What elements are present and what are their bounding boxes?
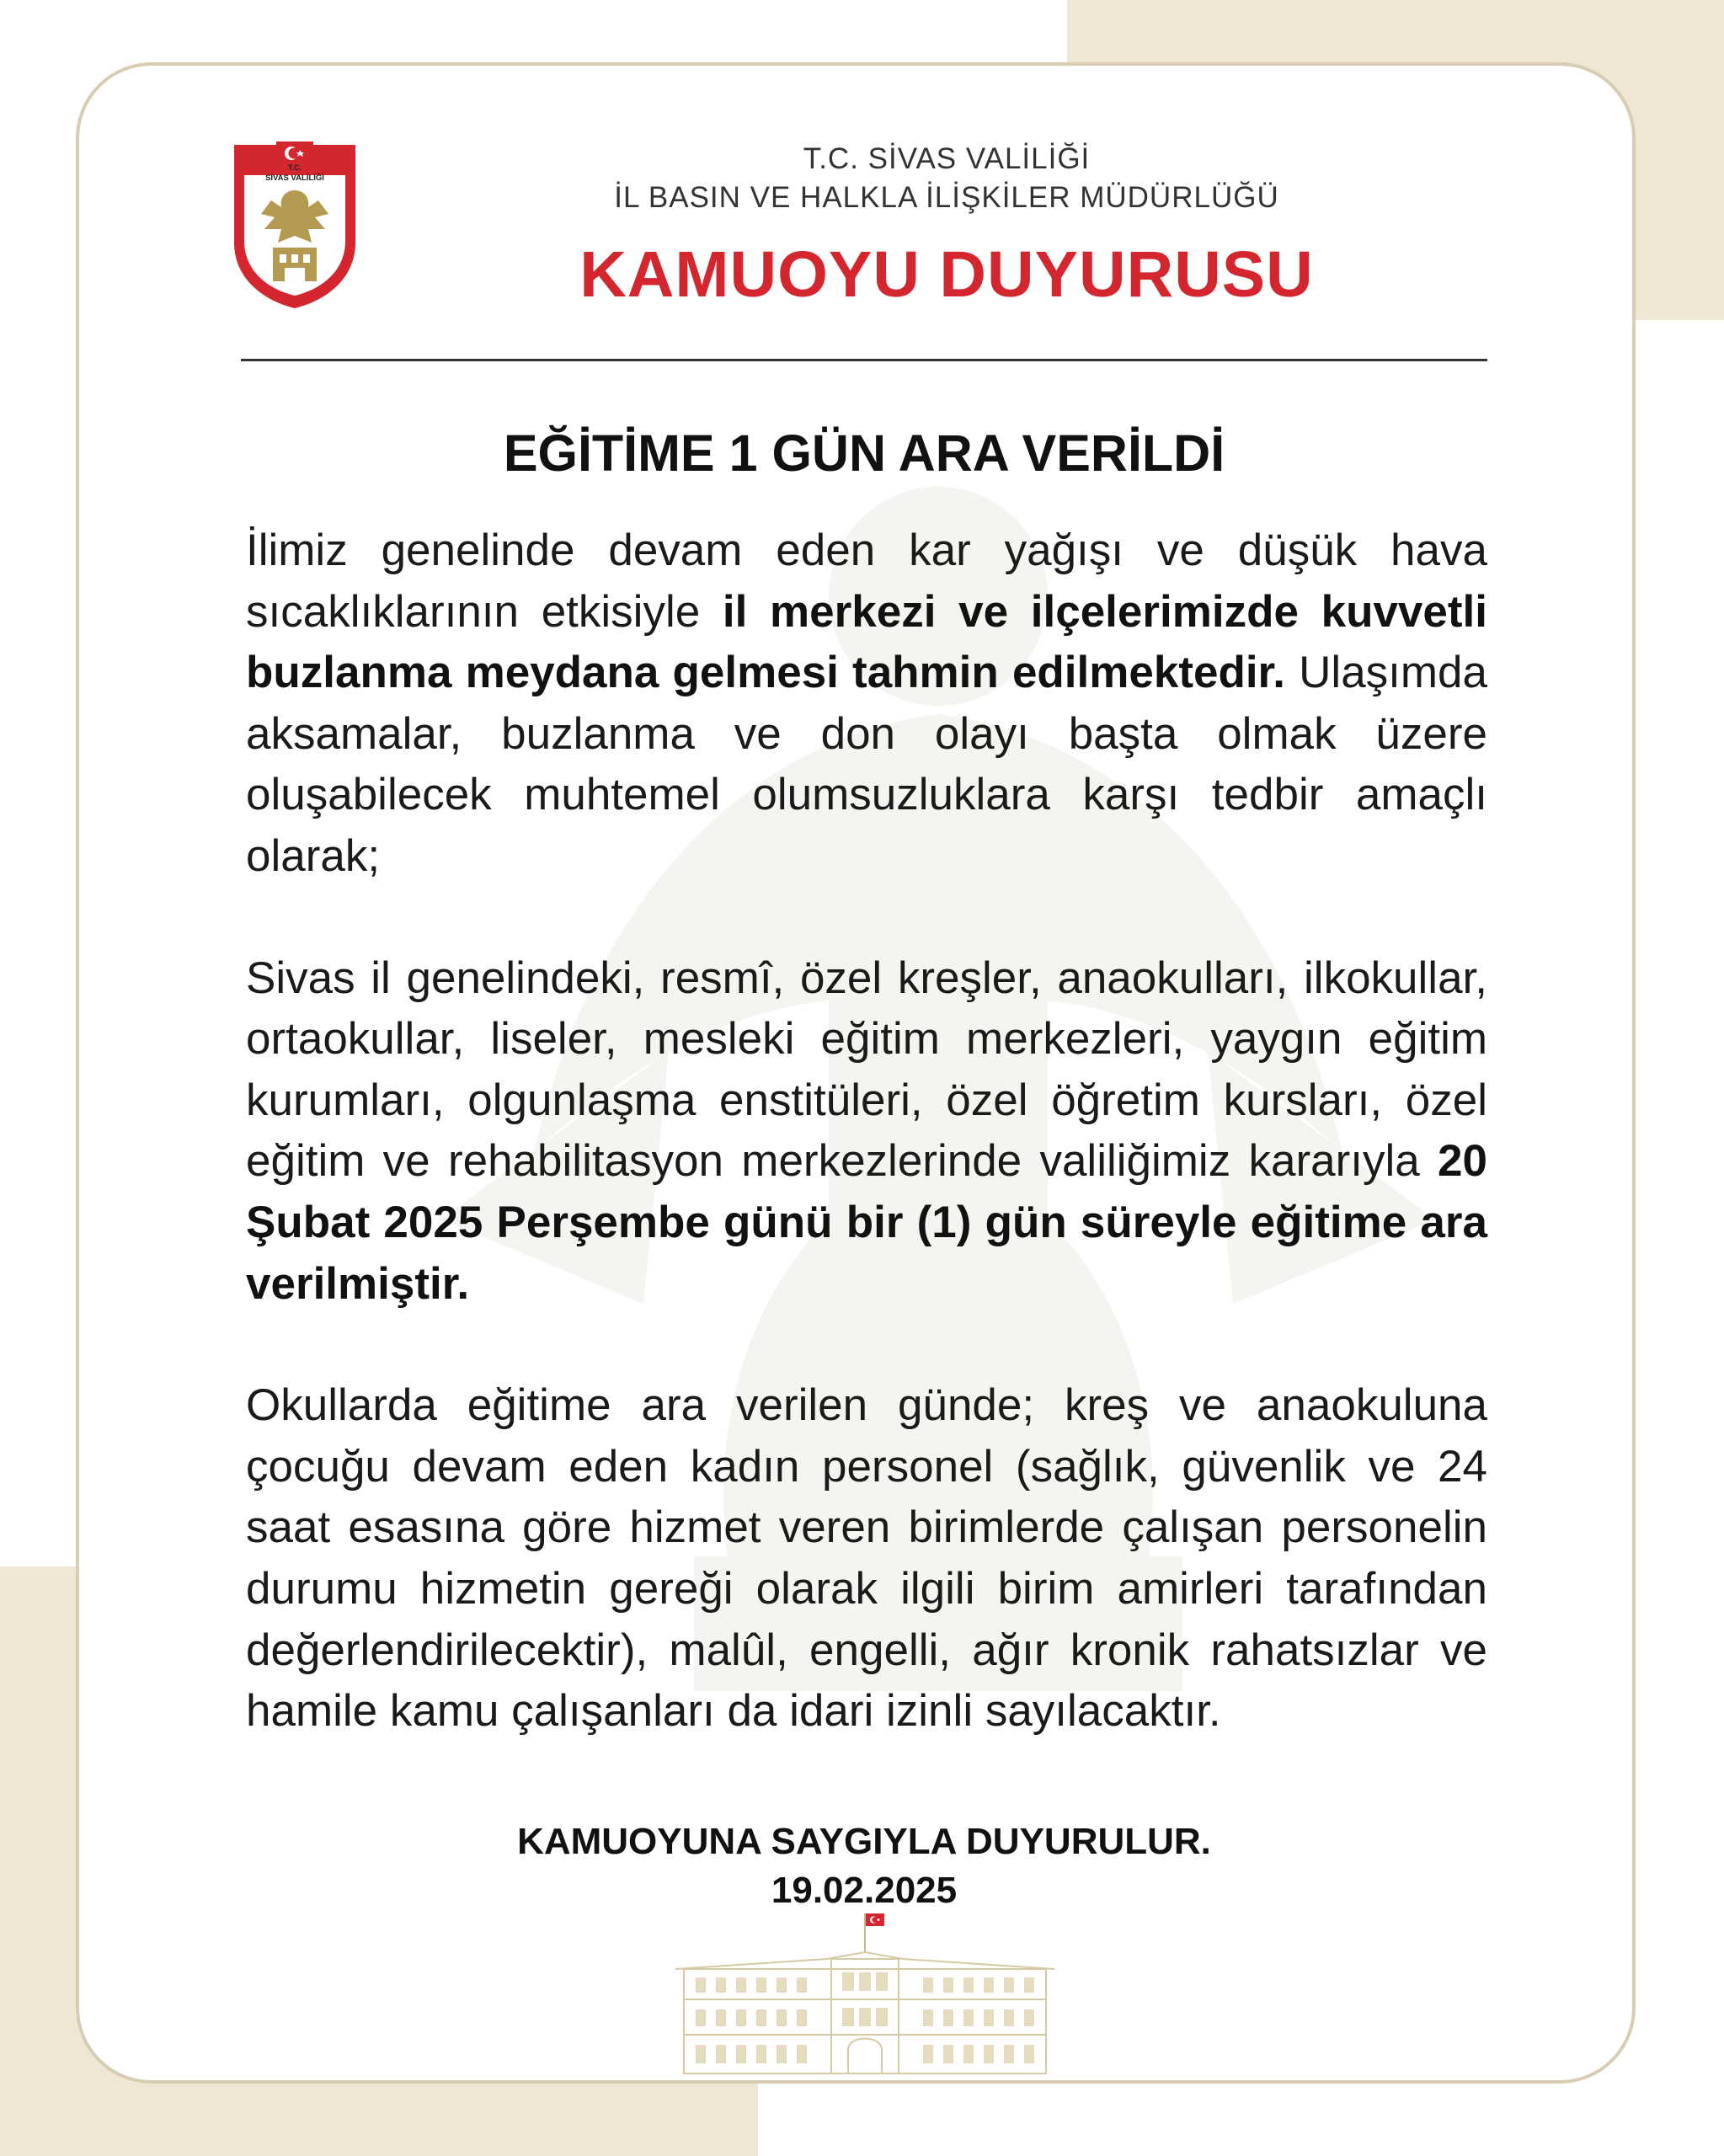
page-title: KAMUOYU DUYURUSU [579, 238, 1314, 311]
header-divider [241, 359, 1487, 361]
paragraph-2-highlight: 20 Şubat 2025 Perşembe günü bir (1) gün süreyle eğitime ara verilmiştir. [246, 1136, 1487, 1309]
turkish-flag-icon [865, 1913, 884, 1952]
header-line-governorship: T.C. SİVAS VALİLİĞİ [803, 142, 1091, 175]
paragraph-3: Okullarda eğitime ara verilen günde; kreş ve anaokuluna çocuğu devam eden kadın personel (sağlık, güvenlik ve 24 saat esasına göre hizmet veren birimlerde çalışan personelin durumu hizmetin gereği olarak ilgili birim amirleri tarafından değerlendirilecektir), malûl, engelli, ağır kronik rahatsızlar ve hamile kamu çalışanları da idari izinli sayılacaktır. [246, 1380, 1487, 1737]
paragraph-1-rest: Ulaşımda aksamalar, buzlanma ve don olayı başta olmak üzere oluşabilecek muhtemel olumsuzluklara karşı tedbir amaçlı olarak; [246, 648, 1487, 881]
paragraph-2 [246, 948, 1487, 1315]
paragraph-1-highlight: il merkezi ve ilçelerimizde kuvvetli buzlanma meydana gelmesi tahmin edilmektedir. [246, 586, 1487, 698]
document-body [246, 520, 1487, 1742]
header [500, 140, 1393, 312]
governorship-building-icon [675, 1908, 1054, 2077]
header-line-directorate: İL BASIN VE HALKLA İLİŞKİLER MÜDÜRLÜĞÜ [614, 181, 1279, 214]
document-title: EĞİTİME 1 GÜN ARA VERİLDİ [503, 424, 1225, 482]
paragraph-2-intro: Sivas il genelindeki, resmî, özel kreşler, anaokulları, ilkokullar, ortaokullar, liseler, mesleki eğitim merkezleri, yaygın eğitim kurumları, olgunlaşma enstitüleri, özel öğretim kursları, özel eğitim ve rehabilitasyon merkezlerinde valiliğimiz kararıyla [246, 953, 1487, 1187]
sivas-valiligi-emblem-icon [231, 141, 359, 310]
paragraph-1 [246, 520, 1487, 888]
announcement-card [76, 62, 1636, 2084]
logo-name-text: SİVAS VALİLİĞİ [265, 173, 324, 183]
closing-block [241, 1817, 1487, 1915]
closing-statement: KAMUOYUNA SAYGIYLA DUYURULUR. [517, 1821, 1211, 1862]
document-date: 19.02.2025 [771, 1870, 958, 1911]
paragraph-1-intro: İlimiz genelinde devam eden kar yağışı ve düşük hava sıcaklıklarının etkisiyle [246, 526, 1487, 637]
logo-tc-text: T.C. [287, 163, 302, 172]
